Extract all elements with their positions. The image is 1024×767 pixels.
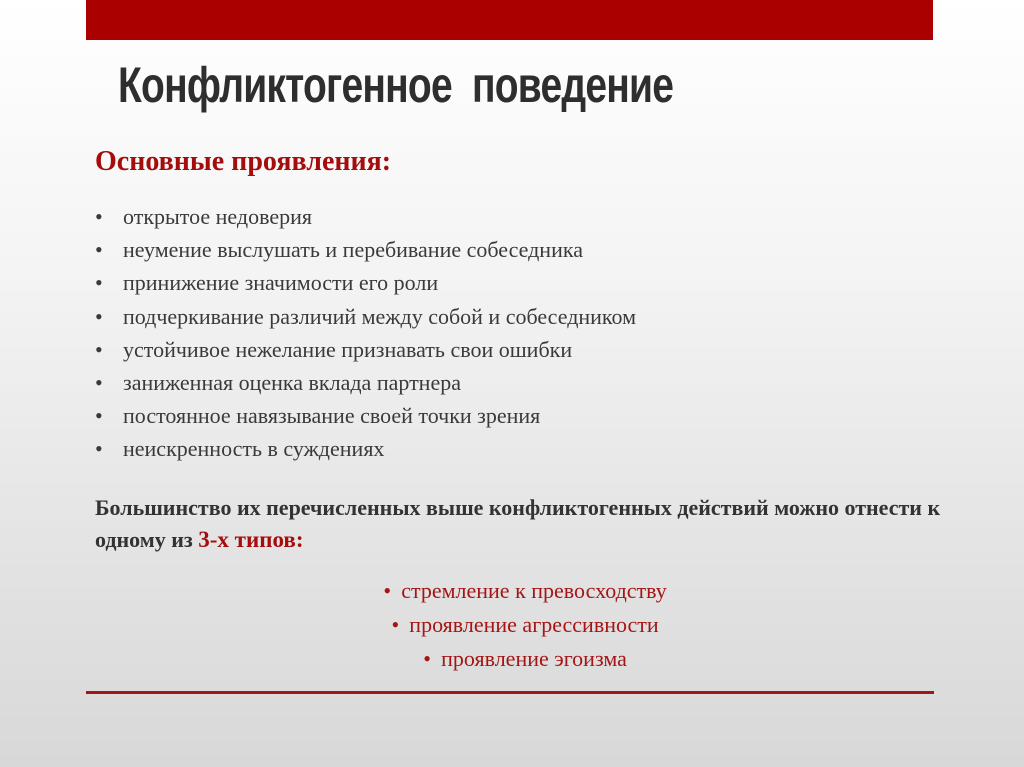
summary-paragraph	[95, 492, 955, 556]
bullet-icon: •	[95, 270, 103, 296]
summary-text: Большинство их перечисленных выше конфликтогенных действий можно отнести к одному из	[95, 495, 941, 552]
bullet-icon: •	[95, 303, 103, 329]
list-item-text: открытое недоверия	[123, 204, 313, 229]
list-item	[95, 300, 636, 333]
type-item	[0, 608, 1024, 642]
bullet-icon: •	[423, 646, 431, 671]
bullet-icon: •	[95, 204, 103, 229]
list-item	[95, 333, 636, 366]
list-item	[95, 266, 636, 299]
list-item-text: постоянное навязывание своей точки зрения	[123, 403, 541, 429]
bullet-icon: •	[383, 578, 392, 603]
list-item	[95, 233, 636, 266]
list-item-text: принижение значимости его роли	[123, 270, 439, 296]
bullet-icon: •	[95, 237, 103, 263]
bullet-icon: •	[95, 369, 103, 395]
type-item-text: проявление агрессивности	[409, 612, 659, 637]
type-item-text: проявление эгоизма	[441, 646, 627, 671]
type-item	[0, 574, 1024, 608]
slide-title: Конфликтогенное поведение	[118, 57, 674, 113]
manifestations-list	[95, 200, 636, 466]
top-accent-bar	[86, 0, 933, 40]
type-item	[0, 642, 1024, 676]
types-list	[0, 574, 1024, 676]
type-item-text: стремление к превосходству	[401, 578, 667, 603]
list-item	[95, 399, 636, 432]
bullet-icon: •	[95, 403, 103, 429]
section-subtitle: Основные проявления:	[95, 146, 392, 177]
list-item-text: неумение выслушать и перебивание собеседника	[123, 237, 583, 263]
summary-accent: 3-х типов:	[198, 527, 304, 552]
bullet-icon: •	[95, 336, 103, 362]
bullet-icon: •	[391, 612, 400, 637]
bottom-divider	[86, 691, 934, 694]
list-item	[95, 432, 636, 465]
list-item-text: подчеркивание различий между собой и собеседником	[123, 303, 637, 329]
list-item-text: неискренность в суждениях	[123, 436, 385, 462]
list-item	[95, 366, 636, 399]
bullet-icon: •	[95, 436, 103, 462]
list-item-text: заниженная оценка вклада партнера	[123, 369, 461, 395]
list-item	[95, 200, 636, 233]
list-item-text: устойчивое нежелание признавать свои ошибки	[123, 336, 573, 362]
